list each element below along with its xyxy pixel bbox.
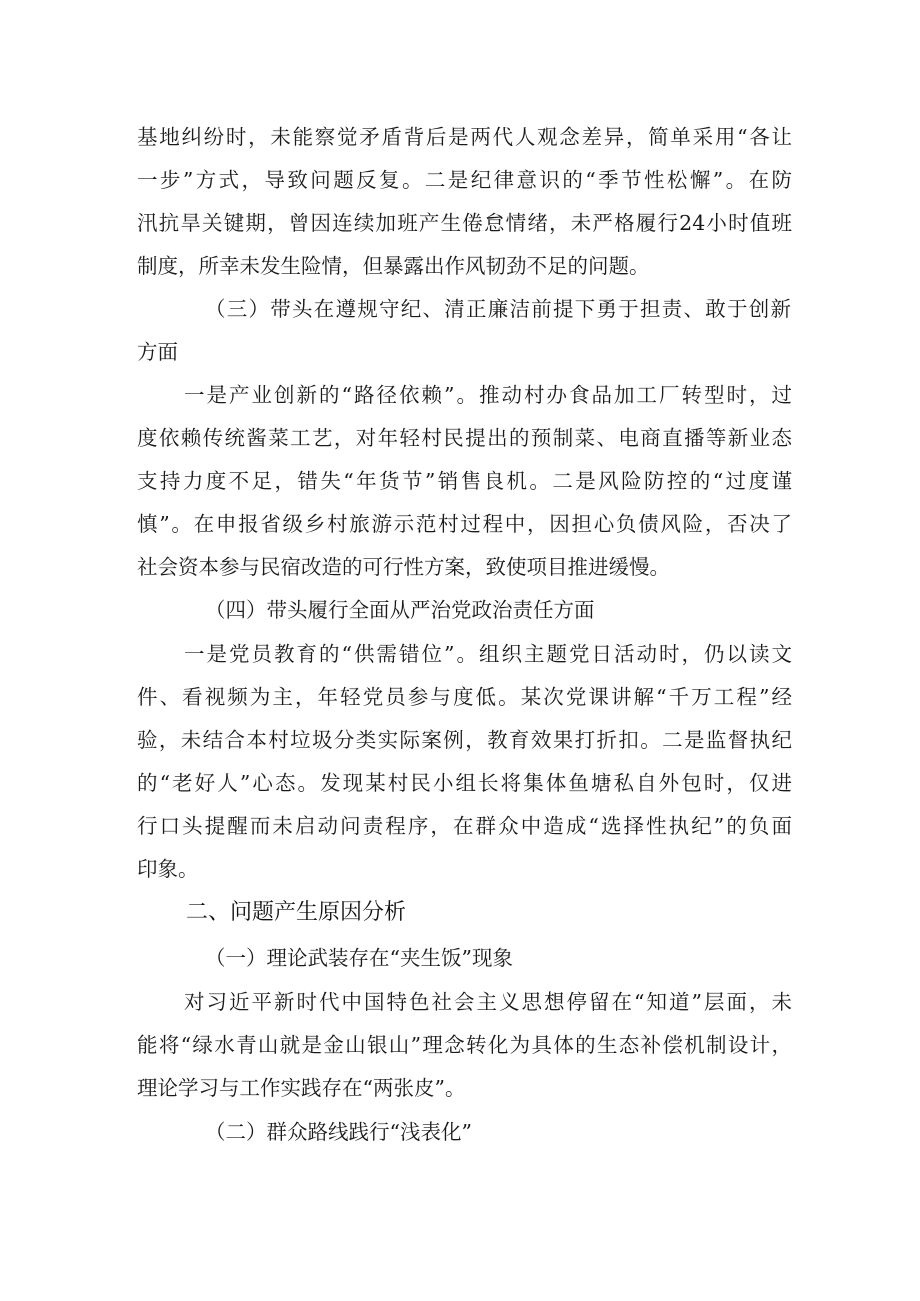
body-line: 一是产业创新的“路径依赖”。推动村办食品加工厂转型时，过	[184, 383, 792, 407]
body-line: 制度，所幸未发生险情，但暴露出作风韧劲不足的问题。	[137, 254, 650, 278]
section-heading: （四）带头履行全面从严治党政治责任方面	[205, 598, 595, 622]
body-line: 对习近平新时代中国特色社会主义思想停留在“知道”层面，未	[184, 990, 792, 1014]
body-line: 基地纠纷时，未能察觉矛盾背后是两代人观念差异，简单采用“各让	[137, 125, 792, 149]
body-line: 慎”。在申报省级乡村旅游示范村过程中，因担心负债风险，否决了	[137, 512, 792, 536]
body-line: 汛抗旱关键期，曾因连续加班产生倦怠情绪，未严格履行24小时值班	[137, 211, 792, 235]
section-heading: （三）带头在遵规守纪、清正廉洁前提下勇于担责、敢于创新	[205, 297, 791, 321]
body-line: 的“老好人”心态。发现某村民小组长将集体鱼塘私自外包时，仅进	[137, 771, 792, 795]
body-line: 件、看视频为主，年轻党员参与度低。某次党课讲解“千万工程”经	[137, 685, 792, 709]
body-line: 一步”方式，导致问题反复。二是纪律意识的“季节性松懈”。在防	[137, 168, 792, 192]
section-heading-continuation: 方面	[137, 340, 178, 364]
body-line: 验，未结合本村垃圾分类实际案例，教育效果打折扣。二是监督执纪	[137, 728, 792, 752]
body-line: 社会资本参与民宿改造的可行性方案，致使项目推进缓慢。	[137, 555, 670, 579]
section-heading: （二）群众路线践行“浅表化”	[205, 1120, 472, 1144]
body-line: 行口头提醒而未启动问责程序，在群众中造成“选择性执纪”的负面	[137, 814, 792, 838]
chapter-heading: 二、问题产生原因分析	[186, 900, 407, 925]
body-line: 印象。	[137, 857, 199, 881]
body-line: 支持力度不足，错失“年货节”销售良机。二是风险防控的“过度谨	[137, 469, 792, 493]
section-heading: （一）理论武装存在“夹生饭”现象	[205, 946, 513, 970]
body-line: 度依赖传统酱菜工艺，对年轻村民提出的预制菜、电商直播等新业态	[137, 426, 792, 450]
body-line: 理论学习与工作实践存在“两张皮”。	[137, 1076, 466, 1100]
body-line: 能将“绿水青山就是金山银山”理念转化为具体的生态补偿机制设计，	[137, 1033, 792, 1057]
body-line: 一是党员教育的“供需错位”。组织主题党日活动时，仍以读文	[184, 642, 792, 666]
